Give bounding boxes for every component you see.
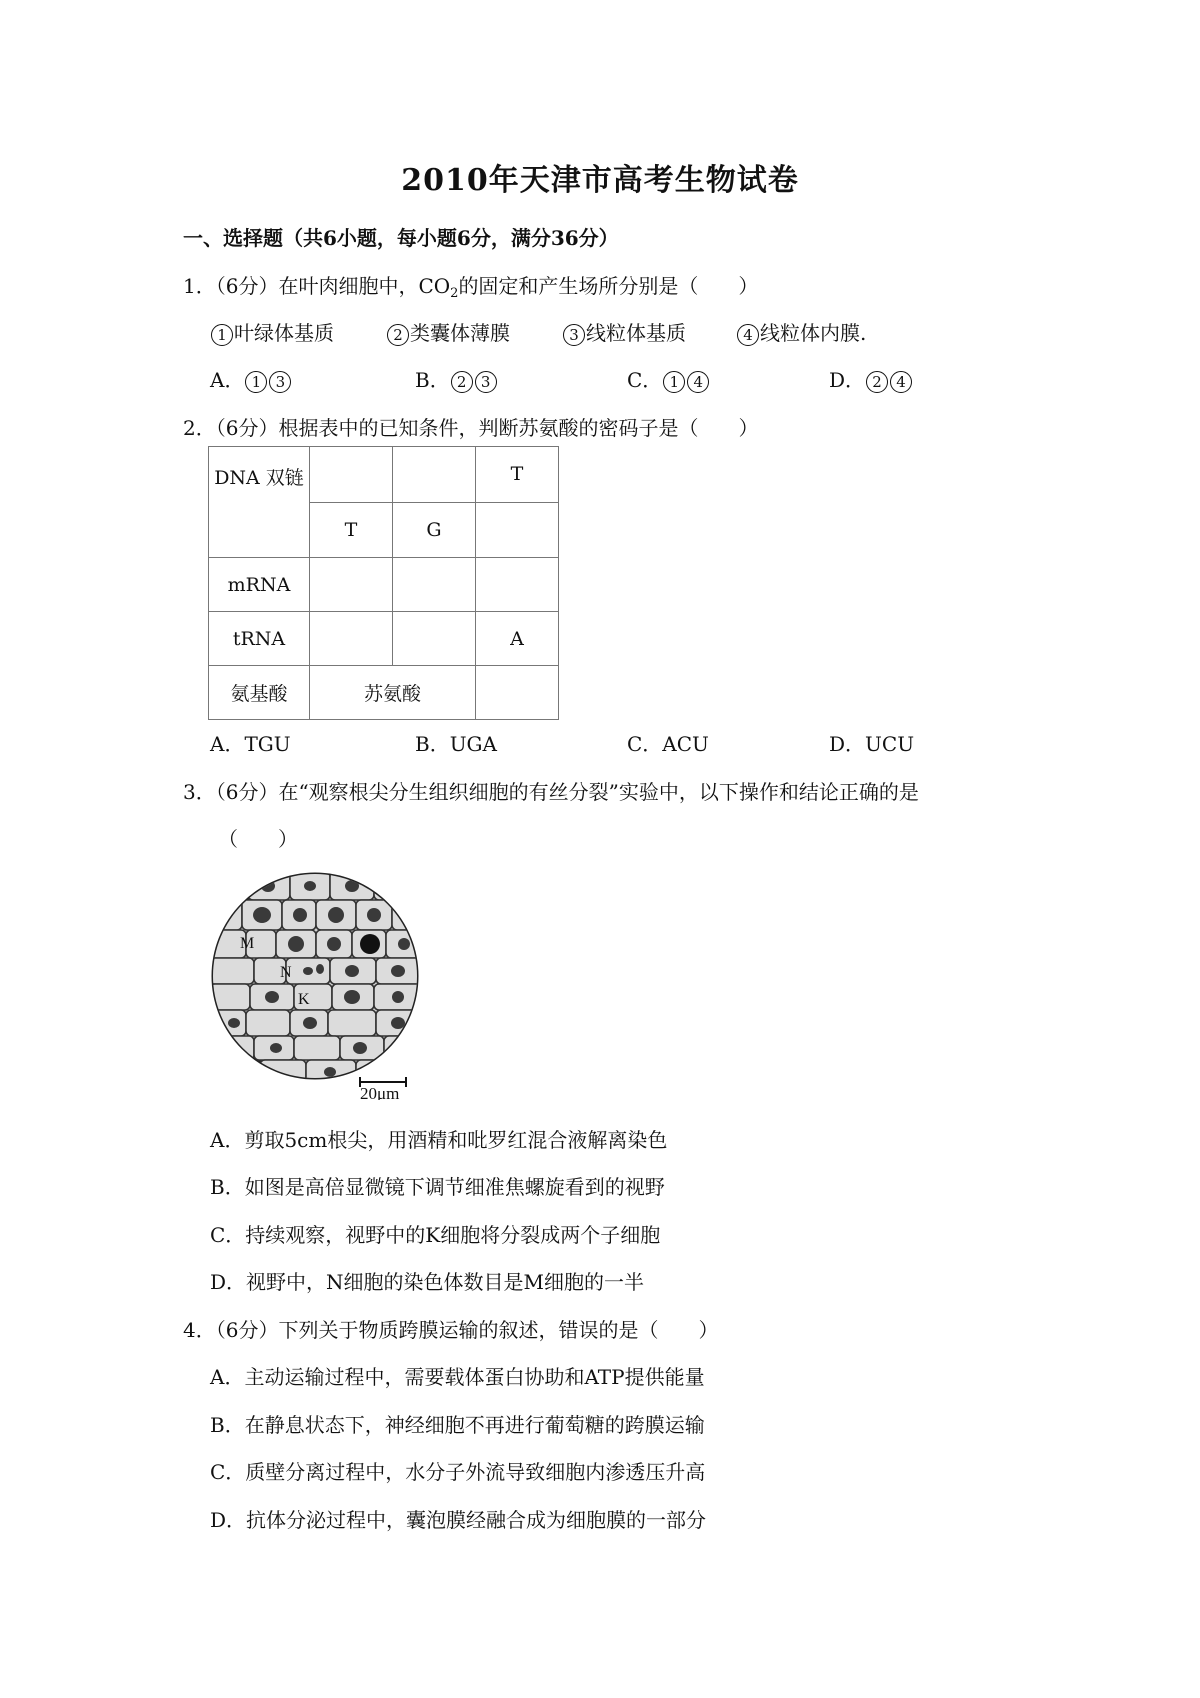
question-1-option-d[interactable] (829, 364, 913, 393)
circled-number: 1 (245, 371, 267, 393)
question-2-option-c[interactable]: C．ACU (627, 732, 709, 756)
option-letter: D． (829, 368, 866, 392)
table-cell: G (393, 502, 476, 558)
question-1-stem (183, 270, 758, 299)
circled-number: 3 (269, 371, 291, 393)
question-4-option-c[interactable]: C．质壁分离过程中，水分子外流导致细胞内渗透压升高 (210, 1460, 706, 1484)
question-1-option-b[interactable] (415, 364, 498, 393)
codon-table (208, 446, 559, 720)
question-1-option-a[interactable] (210, 364, 292, 393)
figure-label-n: N (280, 964, 292, 981)
question-3-option-c[interactable]: C．持续观察，视野中的K细胞将分裂成两个子细胞 (210, 1223, 661, 1247)
amino-acid-value: 苏氨酸 (310, 666, 476, 720)
question-2-stem: 2．（6分）根据表中的已知条件，判断苏氨酸的密码子是（ ） (183, 416, 759, 440)
option-letter: B． (415, 368, 450, 392)
page-title: 2010年天津市高考生物试卷 (401, 163, 799, 198)
co2-subscript: 2 (450, 286, 459, 301)
question-3-option-b[interactable]: B．如图是高倍显微镜下调节细准焦螺旋看到的视野 (210, 1175, 665, 1199)
table-cell: T (476, 447, 559, 503)
section-heading: 一、选择题（共6小题，每小题6分，满分36分） (183, 226, 619, 250)
option-letter: A． (210, 368, 245, 392)
question-3-stem: 3．（6分）在“观察根尖分生组织细胞的有丝分裂”实验中，以下操作和结论正确的是 (183, 780, 919, 804)
trna-label: tRNA (209, 612, 310, 666)
question-3-option-d[interactable]: D．视野中，N细胞的染色体数目是M细胞的一半 (210, 1270, 645, 1294)
circled-number: 4 (737, 324, 759, 346)
question-2-option-a[interactable]: A．TGU (210, 732, 291, 756)
question-4-option-a[interactable]: A．主动运输过程中，需要载体蛋白协助和ATP提供能量 (210, 1365, 705, 1389)
circled-number: 2 (866, 371, 888, 393)
circled-number: 4 (890, 371, 912, 393)
question-4-option-d[interactable]: D．抗体分泌过程中，囊泡膜经融合成为细胞膜的一部分 (210, 1508, 707, 1532)
dna-label: DNA 双链 (209, 447, 310, 558)
circled-number: 1 (663, 371, 685, 393)
circled-number: 2 (451, 371, 473, 393)
figure-label-m: M (240, 935, 255, 952)
question-2-option-b[interactable]: B．UGA (415, 732, 497, 756)
table-cell (476, 502, 559, 558)
circled-number: 3 (563, 324, 585, 346)
circled-number: 4 (687, 371, 709, 393)
question-1-item-3 (562, 317, 686, 346)
table-cell (310, 447, 393, 503)
figure-label-k: K (298, 991, 310, 1008)
table-cell (476, 666, 559, 720)
table-cell (476, 558, 559, 612)
question-4-option-b[interactable]: B．在静息状态下，神经细胞不再进行葡萄糖的跨膜运输 (210, 1413, 705, 1437)
table-cell (310, 558, 393, 612)
amino-acid-label: 氨基酸 (209, 666, 310, 720)
table-cell (393, 612, 476, 666)
question-3-paren: （ ） (218, 827, 298, 851)
scale-label: 20μm (360, 1084, 400, 1100)
question-1-stem-text-a: 1．（6分）在叶肉细胞中，CO (183, 274, 451, 298)
item-text: 类囊体薄膜 (410, 321, 510, 345)
microscope-figure (210, 868, 440, 1100)
table-cell (310, 612, 393, 666)
question-1-stem-text-b: 的固定和产生场所分别是（ ） (458, 274, 759, 298)
question-1-item-4 (736, 317, 866, 346)
question-1-item-1 (210, 317, 334, 346)
item-text: 叶绿体基质 (234, 321, 334, 345)
item-text: 线粒体基质 (586, 321, 686, 345)
microscope-view-image (210, 868, 440, 1100)
mrna-label: mRNA (209, 558, 310, 612)
table-cell (393, 558, 476, 612)
item-text: 线粒体内膜. (760, 321, 867, 345)
table-cell: A (476, 612, 559, 666)
circled-number: 2 (387, 324, 409, 346)
table-cell (393, 447, 476, 503)
question-3-option-a[interactable]: A．剪取5cm根尖，用酒精和吡罗红混合液解离染色 (210, 1128, 668, 1152)
circled-number: 3 (475, 371, 497, 393)
question-1-item-2 (386, 317, 510, 346)
table-cell: T (310, 502, 393, 558)
option-letter: C． (627, 368, 663, 392)
question-1-option-c[interactable] (627, 364, 710, 393)
question-4-stem: 4．（6分）下列关于物质跨膜运输的叙述，错误的是（ ） (183, 1318, 719, 1342)
question-2-option-d[interactable]: D．UCU (829, 732, 915, 756)
circled-number: 1 (211, 324, 233, 346)
